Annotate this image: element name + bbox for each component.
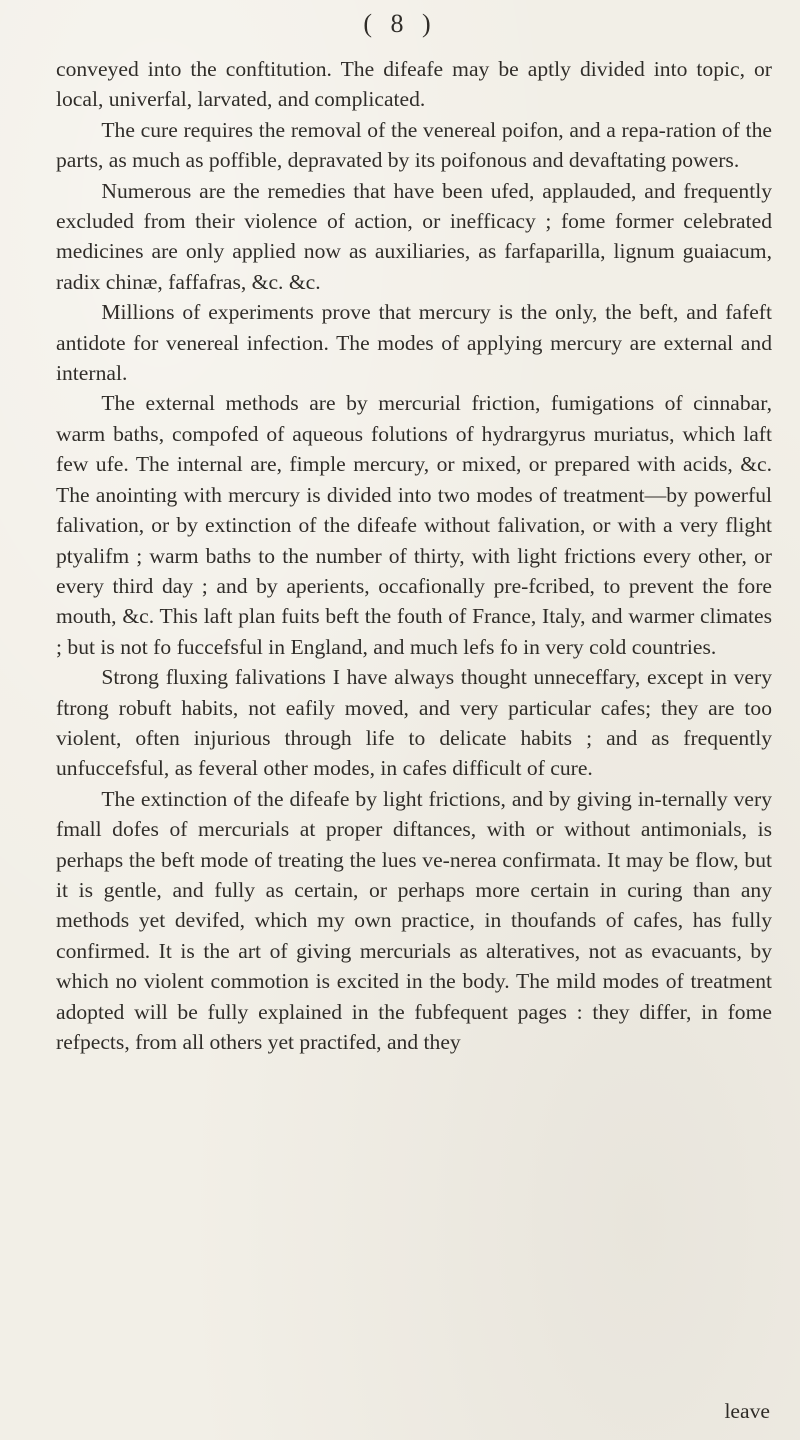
- catchword: leave: [724, 1399, 770, 1423]
- paragraph-7: The extinction of the difeafe by light frictions, and by giving in-ternally very fmall dofes of mercurials at proper diftances, with or without antimonials, is perhaps the beft mode of treating the lues ve-nerea confirmata. It may be flow, but it is gentle, and fully as certain, or perhaps more certain in curing than any methods yet devifed, which my own practice, in thoufands of cafes, has fully confirmed. It is the art of giving mercurials as alteratives, not as evacuants, by which no violent commotion is excited in the body. The mild modes of treatment adopted will be fully explained in the fubfequent pages : they differ, in fome refpects, from all others yet practifed, and they: [56, 786, 772, 1054]
- paragraph-1: conveyed into the conftitution. The difeafe may be aptly divided into topic, or local, univerfal, larvated, and complicated.: [56, 57, 772, 112]
- paragraph-6: Strong fluxing falivations I have always thought unneceffary, except in very ftrong robuft habits, not eafily moved, and very particular cafes; they are too violent, often injurious through life to delicate habits ; and as frequently unfuccefsful, as feveral other modes, in cafes difficult of cure.: [56, 665, 772, 781]
- paragraph-3: Numerous are the remedies that have been ufed, applauded, and frequently excluded from their violence of action, or inefficacy ; fome former celebrated medicines are only applied now as auxiliaries, as farfaparilla, lignum guaiacum, radix chinæ, faffafras, &c. &c.: [56, 178, 772, 294]
- paragraph-4: Millions of experiments prove that mercury is the only, the beft, and fafeft antidote for venereal infection. The modes of applying mercury are external and internal.: [56, 300, 772, 386]
- paragraph-5: The external methods are by mercurial friction, fumigations of cinnabar, warm baths, compofed of aqueous folutions of hydrargyrus muriatus, which laft few ufe. The internal are, fimple mercury, or mixed, or prepared with acids, &c. The anointing with mercury is divided into two modes of treatment—by powerful falivation, or by extinction of the difeafe without falivation, or with a very flight ptyalifm ; warm baths to the number of thirty, with light frictions every other, or every third day ; and by aperients, occafionally pre-fcribed, to prevent the fore mouth, &c. This laft plan fuits beft the fouth of France, Italy, and warmer climates ; but is not fo fuccefsful in England, and much lefs fo in very cold countries.: [56, 391, 772, 659]
- page-number: ( 8 ): [363, 9, 437, 38]
- body-text: [56, 54, 772, 1057]
- paragraph-2: The cure requires the removal of the venereal poifon, and a repa-ration of the parts, as much as poffible, depravated by its poifonous and devaftating powers.: [56, 117, 772, 173]
